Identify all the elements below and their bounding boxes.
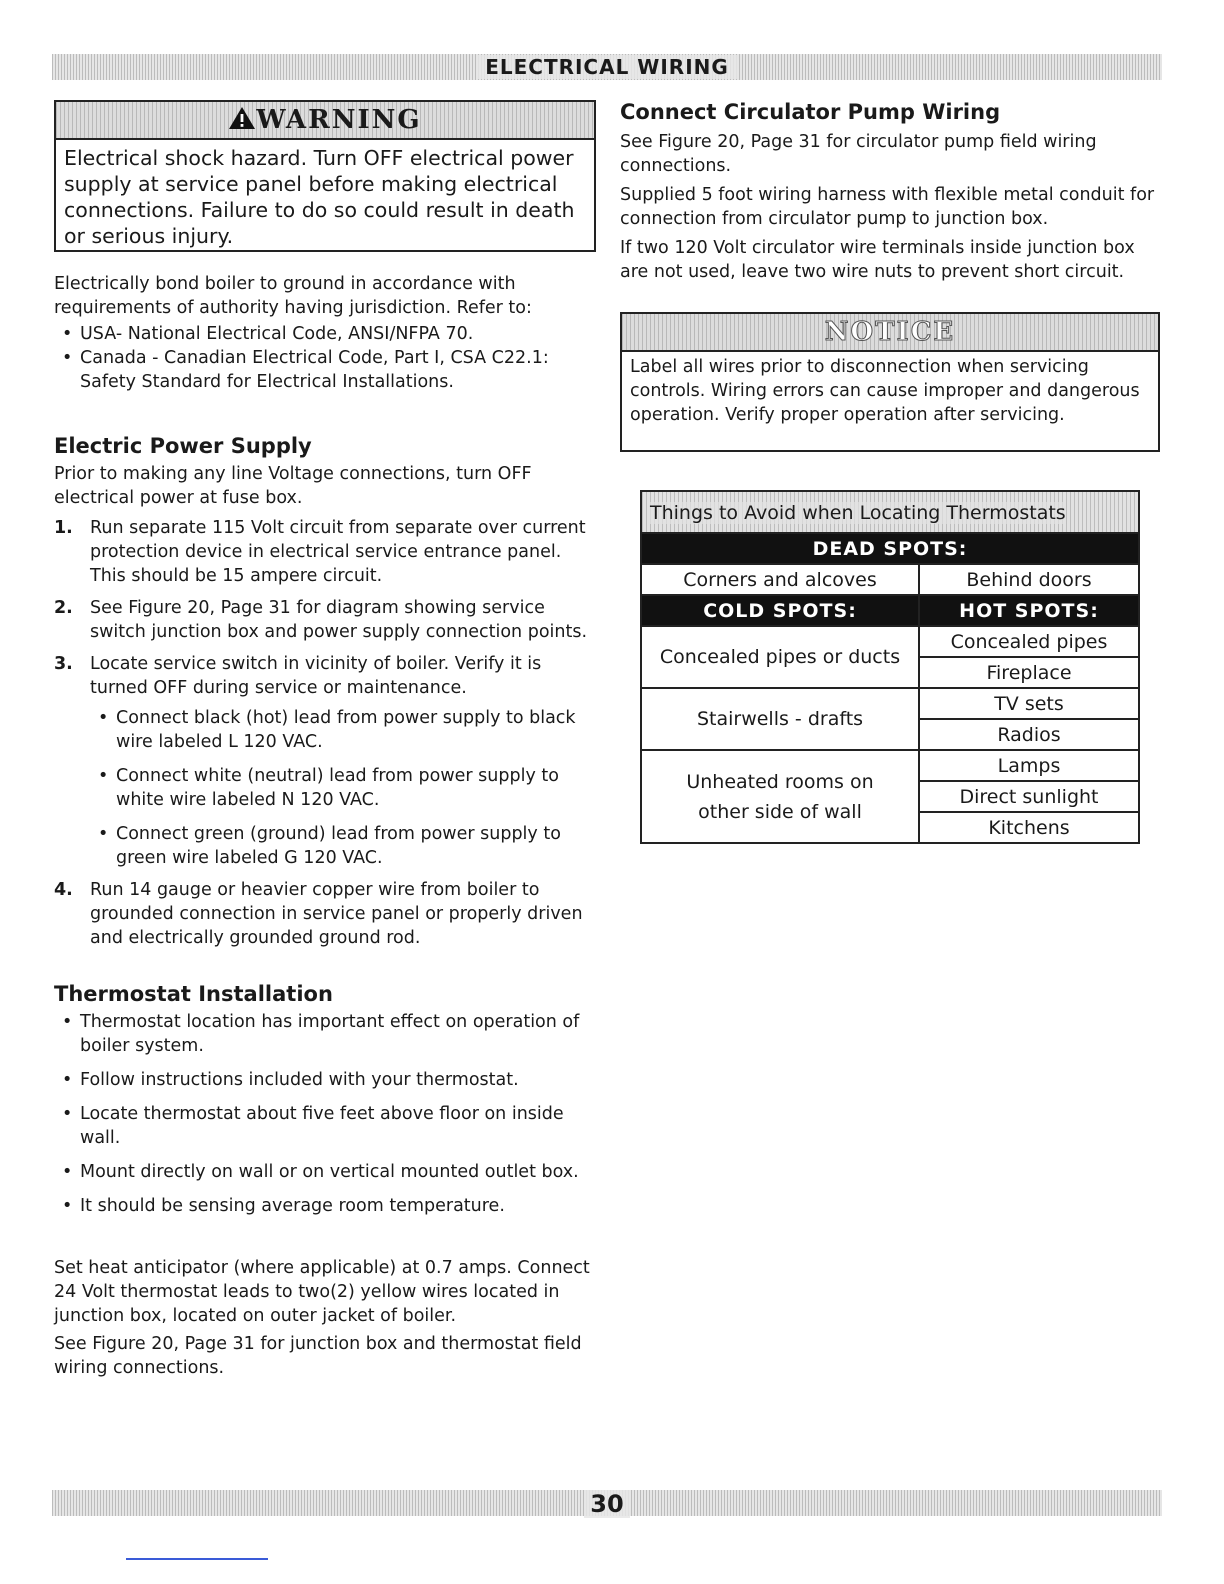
avoid-table-wrapper [640, 490, 1140, 844]
table-cell: Kitchens [919, 812, 1139, 843]
table-cell: TV sets [919, 688, 1139, 719]
warning-header [56, 102, 594, 140]
step-number: 1. [54, 518, 73, 538]
list-item: • Connect black (hot) lead from power supply to black wire labeled L 120 VAC. [90, 706, 596, 754]
table-row [641, 533, 1139, 564]
power-supply-heading: Electric Power Supply [54, 434, 312, 458]
table-row [641, 626, 1139, 657]
thermostat-list [54, 1010, 596, 1218]
notice-title: NOTICE [824, 317, 956, 347]
table-cell: Corners and alcoves [641, 564, 919, 595]
step-number: 4. [54, 880, 73, 900]
list-item: • Locate thermostat about five feet above floor on inside wall. [54, 1102, 596, 1150]
circulator-heading: Connect Circulator Pump Wiring [620, 100, 1001, 124]
table-cell: Behind doors [919, 564, 1139, 595]
table-row [641, 564, 1139, 595]
footer-rule [126, 1558, 268, 1560]
step-number: 3. [54, 654, 73, 674]
warning-title: WARNING [256, 105, 422, 135]
step-item [54, 516, 596, 588]
grounding-list [54, 322, 596, 394]
notice-header [622, 314, 1158, 352]
step-text: Locate service switch in vicinity of boiler. Verify it is turned OFF during service or maintenance. [90, 654, 542, 698]
circulator-para-3: If two 120 Volt circulator wire terminals inside junction box are not used, leave two wire nuts to prevent short circuit. [620, 238, 1135, 282]
table-cell: Direct sunlight [919, 781, 1139, 812]
list-item: • It should be sensing average room temperature. [54, 1194, 596, 1218]
page-number: 30 [584, 1490, 629, 1518]
list-item: • USA- National Electrical Code, ANSI/NFPA 70. [54, 322, 596, 346]
grounding-intro: Electrically bond boiler to ground in accordance with requirements of authority having jurisdiction. Refer to: [54, 274, 532, 318]
step-text: Run separate 115 Volt circuit from separate over current protection device in electrical service entrance panel. This should be 15 ampere circuit. [90, 518, 586, 586]
table-cell: Unheated rooms on other side of wall [641, 750, 919, 843]
list-item: • Thermostat location has important effect on operation of boiler system. [54, 1010, 596, 1058]
table-row [641, 750, 1139, 781]
notice-box [620, 312, 1160, 452]
table-cell: Radios [919, 719, 1139, 750]
cold-spots-header: COLD SPOTS: [641, 595, 919, 626]
step-3-sublist [90, 706, 596, 870]
page-title: ELECTRICAL WIRING [477, 55, 737, 79]
power-supply-intro: Prior to making any line Voltage connections, turn OFF electrical power at fuse box. [54, 464, 532, 508]
warning-box [54, 100, 596, 252]
table-row [641, 595, 1139, 626]
step-item [54, 652, 596, 870]
circulator-para-2: Supplied 5 foot wiring harness with flexible metal conduit for connection from circulator pump to junction box. [620, 185, 1155, 229]
thermostat-para-2: See Figure 20, Page 31 for junction box and thermostat field wiring connections. [54, 1334, 582, 1378]
step-text: See Figure 20, Page 31 for diagram showing service switch junction box and power supply connection points. [90, 598, 588, 642]
list-item: • Canada - Canadian Electrical Code, Part I, CSA C22.1: Safety Standard for Electrical Installations. [54, 346, 596, 394]
dead-spots-header: DEAD SPOTS: [641, 533, 1139, 564]
list-item: • Mount directly on wall or on vertical mounted outlet box. [54, 1160, 596, 1184]
header-band [52, 54, 1162, 80]
list-item: • Connect green (ground) lead from power supply to green wire labeled G 120 VAC. [90, 822, 596, 870]
table-cell: Concealed pipes [919, 626, 1139, 657]
table-row [641, 688, 1139, 719]
step-text: Run 14 gauge or heavier copper wire from boiler to grounded connection in service panel or properly driven and electrically grounded ground rod. [90, 880, 583, 948]
footer-band [52, 1490, 1162, 1516]
notice-text: Label all wires prior to disconnection when servicing controls. Wiring errors can cause improper and dangerous operation. Verify proper operation after servicing. [630, 357, 1140, 425]
step-number: 2. [54, 598, 73, 618]
avoid-table-title-bar [640, 490, 1140, 532]
avoid-table-title: Things to Avoid when Locating Thermostats [650, 502, 1066, 524]
left-column [54, 100, 596, 1380]
warning-triangle-icon [228, 106, 256, 130]
thermostat-para-1: Set heat anticipator (where applicable) at 0.7 amps. Connect 24 Volt thermostat leads to two(2) yellow wires located in junction box, located on outer jacket of boiler. [54, 1258, 590, 1326]
thermostat-heading: Thermostat Installation [54, 982, 333, 1006]
table-cell: Lamps [919, 750, 1139, 781]
circulator-para-1: See Figure 20, Page 31 for circulator pump field wiring connections. [620, 132, 1097, 176]
table-cell: Stairwells - drafts [641, 688, 919, 750]
power-supply-steps [54, 516, 596, 950]
right-column [620, 98, 1160, 844]
warning-text: Electrical shock hazard. Turn OFF electrical power supply at service panel before making electrical connections. Failure to do so could result in death or serious injury. [64, 146, 575, 248]
table-cell: Concealed pipes or ducts [641, 626, 919, 688]
list-item: • Follow instructions included with your thermostat. [54, 1068, 596, 1092]
step-item [54, 878, 596, 950]
table-cell: Fireplace [919, 657, 1139, 688]
step-item [54, 596, 596, 644]
avoid-table [640, 532, 1140, 844]
list-item: • Connect white (neutral) lead from power supply to white wire labeled N 120 VAC. [90, 764, 596, 812]
hot-spots-header: HOT SPOTS: [919, 595, 1139, 626]
